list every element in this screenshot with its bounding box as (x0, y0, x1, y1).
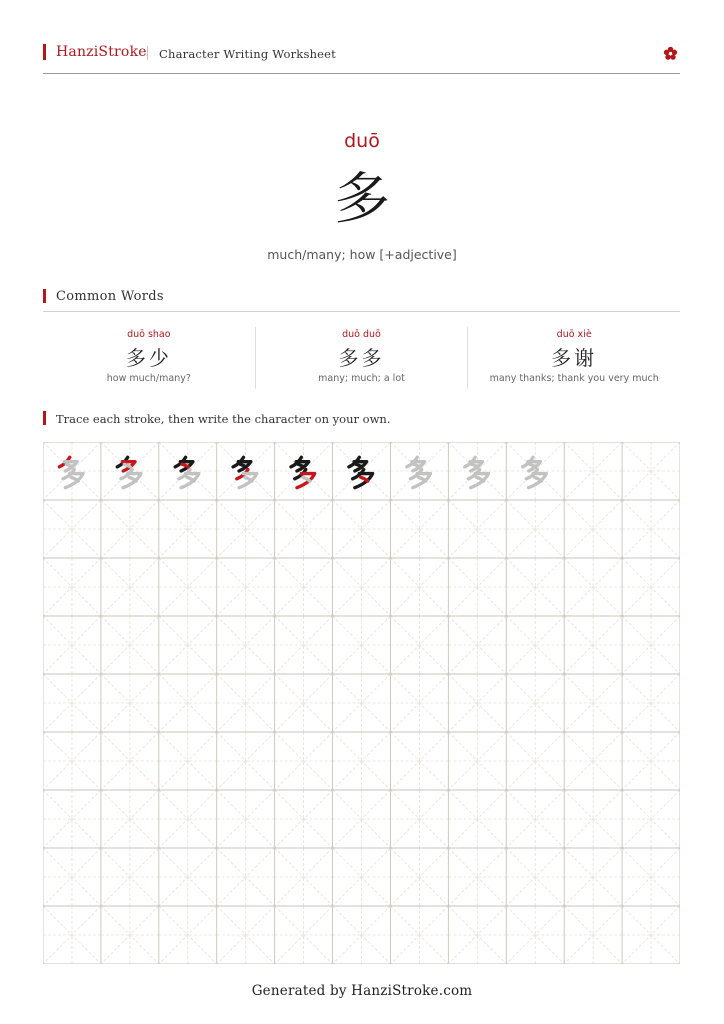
word-card (467, 327, 680, 389)
word-meaning: many thanks; thank you very much (489, 373, 659, 384)
stroke-path (182, 464, 188, 467)
header-subtitle: Character Writing Worksheet (159, 47, 337, 61)
common-words-heading (43, 288, 680, 312)
trace-cell (523, 457, 547, 487)
trace-cell (407, 457, 431, 487)
word-pinyin: duō xiè (556, 329, 592, 340)
stroke-order-cell (349, 457, 373, 487)
common-words-title: Common Words (56, 289, 164, 304)
stroke-path (303, 477, 310, 481)
stroke-path (530, 464, 536, 467)
header-divider (147, 46, 148, 60)
section-accent-bar (43, 289, 46, 303)
word-characters: 多少 (125, 346, 172, 370)
stroke-path (419, 477, 426, 481)
character-meaning: much/many; how [+adjective] (267, 247, 457, 262)
stroke-order-cell (59, 457, 83, 487)
stroke-order-cell (233, 457, 257, 487)
word-card (255, 327, 468, 389)
word-pinyin: duō shao (127, 329, 171, 340)
stroke-path (361, 477, 368, 481)
plum-blossom-icon (663, 46, 678, 61)
stroke-path (534, 477, 541, 481)
brand-accent-bar (43, 44, 46, 60)
stroke-path (71, 477, 78, 481)
stroke-path (298, 464, 304, 467)
footer-credit: Generated by HanziStroke.com (251, 983, 473, 999)
instruction-accent-bar (43, 411, 46, 425)
common-words-list (43, 327, 680, 389)
stroke-order-cell (291, 457, 315, 487)
stroke-order-cell (175, 457, 199, 487)
practice-instruction: Trace each stroke, then write the character on your own. (56, 412, 391, 426)
word-card (43, 327, 255, 389)
stroke-path (414, 464, 420, 467)
trace-cell (465, 457, 489, 487)
practice-grid[interactable] (43, 442, 680, 964)
stroke-path (472, 464, 478, 467)
stroke-path (187, 477, 194, 481)
stroke-path (240, 464, 246, 467)
word-pinyin: duō duō (342, 329, 381, 340)
word-characters: 多多 (338, 346, 385, 370)
word-characters: 多谢 (551, 346, 598, 370)
stroke-path (477, 477, 484, 481)
stroke-path (129, 477, 136, 481)
stroke-path (124, 464, 130, 467)
character-pinyin: duō (344, 130, 380, 152)
word-meaning: many; much; a lot (318, 373, 405, 384)
stroke-path (245, 477, 252, 481)
stroke-order-cell (117, 457, 141, 487)
main-character: 多 (334, 167, 390, 232)
worksheet-header (43, 40, 680, 74)
word-meaning: how much/many? (106, 373, 191, 384)
stroke-path (356, 464, 362, 467)
brand-name[interactable]: HanziStroke (56, 44, 147, 60)
stroke-path (66, 464, 72, 467)
